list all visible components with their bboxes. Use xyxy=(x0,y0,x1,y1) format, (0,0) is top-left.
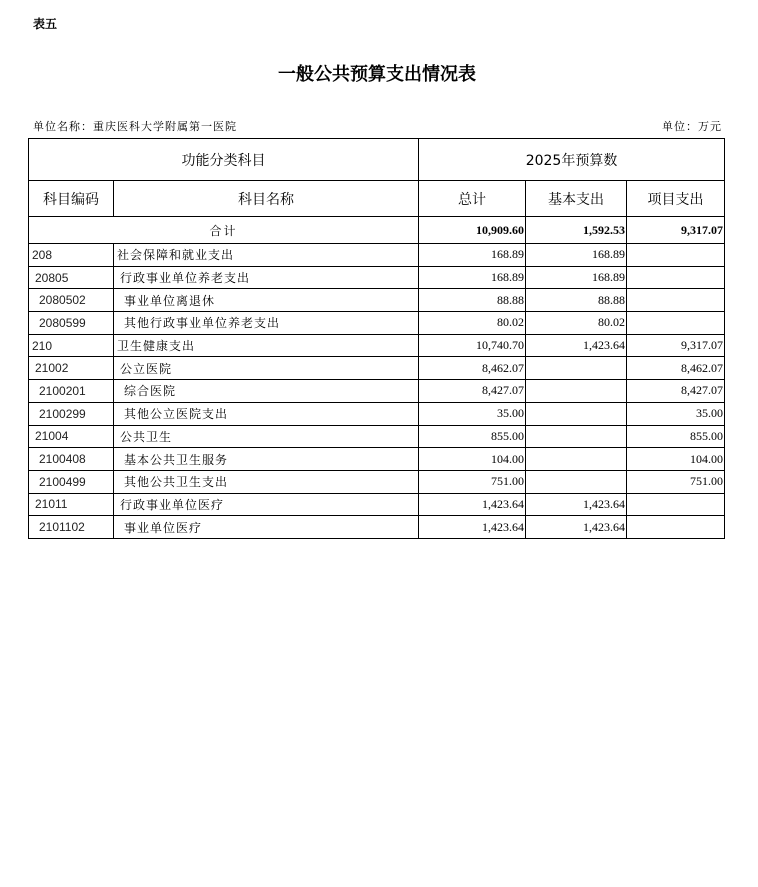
cell-name: 公立医院 xyxy=(114,357,419,380)
cell-basic: 168.89 xyxy=(526,266,627,289)
cell-total: 80.02 xyxy=(419,312,526,335)
total-row xyxy=(29,217,725,244)
cell-basic: 88.88 xyxy=(526,289,627,312)
cell-code: 210 xyxy=(29,334,114,357)
table-row xyxy=(29,334,725,357)
cell-project xyxy=(627,244,725,267)
table-row xyxy=(29,402,725,425)
cell-project xyxy=(627,289,725,312)
cell-project: 9,317.07 xyxy=(627,334,725,357)
table-row xyxy=(29,266,725,289)
table-row xyxy=(29,380,725,403)
cell-total: 10,740.70 xyxy=(419,334,526,357)
cell-code: 2100201 xyxy=(29,380,114,403)
table-row xyxy=(29,448,725,471)
table-row xyxy=(29,470,725,493)
cell-total: 104.00 xyxy=(419,448,526,471)
cell-name: 综合医院 xyxy=(114,380,419,403)
total-project: 9,317.07 xyxy=(627,217,725,244)
cell-basic xyxy=(526,425,627,448)
cell-code: 208 xyxy=(29,244,114,267)
cell-project: 104.00 xyxy=(627,448,725,471)
cell-code: 21011 xyxy=(29,493,114,516)
cell-total: 855.00 xyxy=(419,425,526,448)
table-row xyxy=(29,244,725,267)
budget-expenditure-table xyxy=(28,138,725,539)
cell-project xyxy=(627,493,725,516)
table-row xyxy=(29,289,725,312)
header-basic-expenditure: 基本支出 xyxy=(526,181,627,217)
cell-project xyxy=(627,516,725,539)
page-title: 一般公共预算支出情况表 xyxy=(278,64,476,85)
cell-total: 168.89 xyxy=(419,266,526,289)
header-column-row xyxy=(29,181,725,217)
cell-code: 21004 xyxy=(29,425,114,448)
cell-code: 2080502 xyxy=(29,289,114,312)
cell-name: 其他行政事业单位养老支出 xyxy=(114,312,419,335)
header-group-row xyxy=(29,139,725,181)
cell-name: 行政事业单位养老支出 xyxy=(114,266,419,289)
cell-name: 事业单位离退休 xyxy=(114,289,419,312)
cell-project: 855.00 xyxy=(627,425,725,448)
cell-code: 20805 xyxy=(29,266,114,289)
table-row xyxy=(29,425,725,448)
table-row xyxy=(29,493,725,516)
cell-project: 8,462.07 xyxy=(627,357,725,380)
header-subject-code: 科目编码 xyxy=(29,181,114,217)
cell-basic: 1,423.64 xyxy=(526,493,627,516)
cell-basic: 168.89 xyxy=(526,244,627,267)
cell-name: 事业单位医疗 xyxy=(114,516,419,539)
cell-code: 2100299 xyxy=(29,402,114,425)
cell-total: 8,462.07 xyxy=(419,357,526,380)
cell-name: 基本公共卫生服务 xyxy=(114,448,419,471)
cell-basic: 1,423.64 xyxy=(526,516,627,539)
cell-project: 35.00 xyxy=(627,402,725,425)
cell-total: 751.00 xyxy=(419,470,526,493)
cell-name: 其他公共卫生支出 xyxy=(114,470,419,493)
cell-basic xyxy=(526,357,627,380)
total-sum: 10,909.60 xyxy=(419,217,526,244)
cell-basic xyxy=(526,470,627,493)
cell-project xyxy=(627,266,725,289)
currency-unit-label: 单位：万元 xyxy=(662,120,722,133)
cell-name: 其他公立医院支出 xyxy=(114,402,419,425)
cell-total: 8,427.07 xyxy=(419,380,526,403)
cell-total: 88.88 xyxy=(419,289,526,312)
cell-basic: 80.02 xyxy=(526,312,627,335)
cell-code: 2101102 xyxy=(29,516,114,539)
cell-project: 8,427.07 xyxy=(627,380,725,403)
cell-project xyxy=(627,312,725,335)
cell-code: 2100499 xyxy=(29,470,114,493)
unit-name-label: 单位名称：重庆医科大学附属第一医院 xyxy=(33,120,237,133)
cell-total: 1,423.64 xyxy=(419,516,526,539)
cell-basic: 1,423.64 xyxy=(526,334,627,357)
cell-name: 社会保障和就业支出 xyxy=(114,244,419,267)
cell-name: 行政事业单位医疗 xyxy=(114,493,419,516)
table-row xyxy=(29,516,725,539)
table-row xyxy=(29,312,725,335)
header-functional-classification: 功能分类科目 xyxy=(29,139,419,181)
header-budget-year: 2025年预算数 xyxy=(419,139,725,181)
cell-name: 公共卫生 xyxy=(114,425,419,448)
cell-basic xyxy=(526,448,627,471)
cell-code: 2080599 xyxy=(29,312,114,335)
cell-total: 168.89 xyxy=(419,244,526,267)
cell-total: 1,423.64 xyxy=(419,493,526,516)
cell-code: 21002 xyxy=(29,357,114,380)
total-label: 合计 xyxy=(29,217,419,244)
cell-name: 卫生健康支出 xyxy=(114,334,419,357)
table-number-label: 表五 xyxy=(33,17,58,31)
total-basic: 1,592.53 xyxy=(526,217,627,244)
header-total: 总计 xyxy=(419,181,526,217)
cell-code: 2100408 xyxy=(29,448,114,471)
cell-total: 35.00 xyxy=(419,402,526,425)
table-row xyxy=(29,357,725,380)
cell-project: 751.00 xyxy=(627,470,725,493)
header-subject-name: 科目名称 xyxy=(114,181,419,217)
cell-basic xyxy=(526,380,627,403)
cell-basic xyxy=(526,402,627,425)
header-project-expenditure: 项目支出 xyxy=(627,181,725,217)
